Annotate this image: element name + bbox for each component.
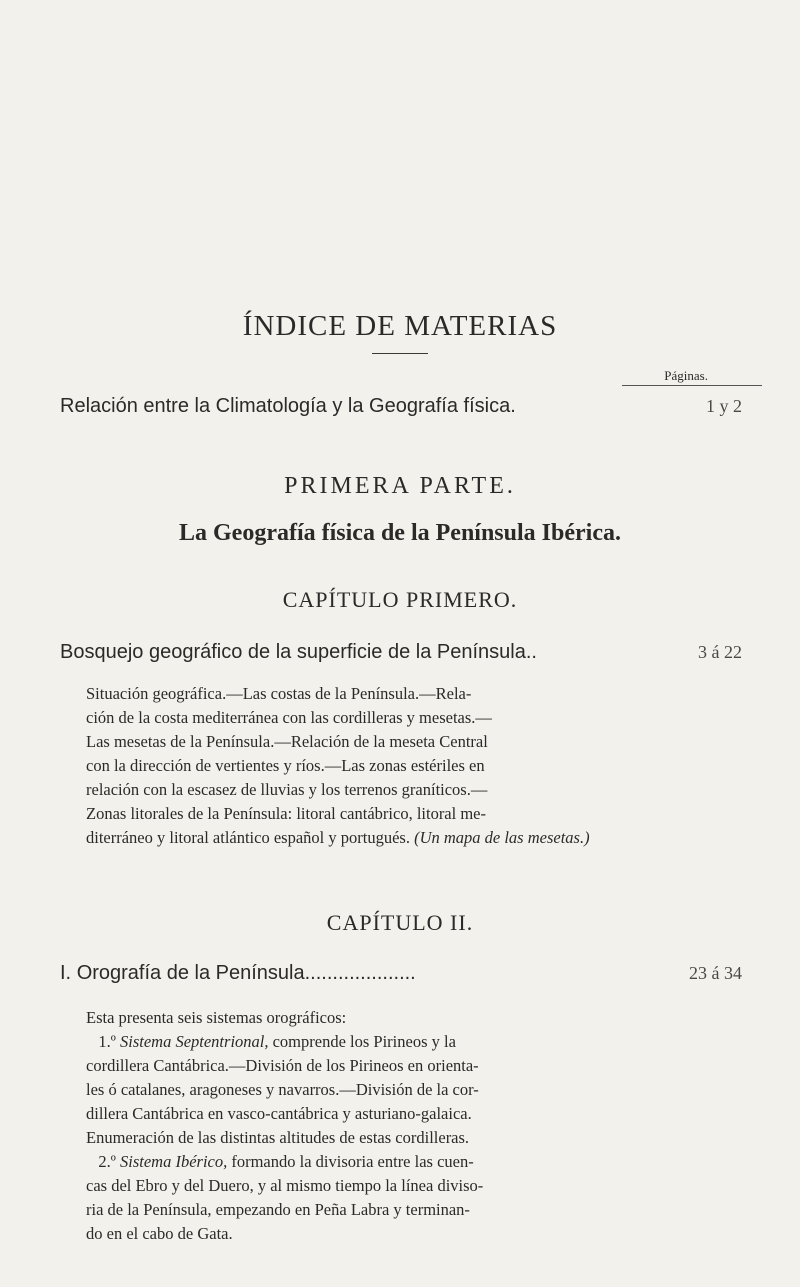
- part-title: PRIMERA PARTE.: [284, 473, 516, 499]
- summary-line: Las mesetas de la Península.—Relación de la meseta Central: [86, 732, 488, 751]
- summary-line: ción de la costa mediterránea con las cordilleras y mesetas.—: [86, 708, 492, 727]
- summary-line: cordillera Cantábrica.—División de los Pirineos en orienta-: [86, 1056, 479, 1075]
- summary-line: [86, 1150, 742, 1174]
- chapter2-summary: [86, 1006, 742, 1246]
- toc-entry-pages: 3 á 22: [698, 642, 742, 662]
- chapter1-summary: [86, 682, 742, 850]
- page-title: ÍNDICE DE MATERIAS: [242, 310, 558, 342]
- toc-entry-intro: [60, 395, 742, 418]
- toc-entry-pages: 23 á 34: [689, 963, 742, 983]
- summary-line: cas del Ebro y del Duero, y al mismo tiempo la línea diviso-: [86, 1176, 484, 1195]
- title-rule: [372, 353, 428, 354]
- pages-column-rule: [622, 385, 762, 386]
- entry-number: I.: [60, 962, 72, 984]
- summary-line: ria de la Península, empezando en Peña Labra y terminan-: [86, 1200, 470, 1219]
- summary-line: Zonas litorales de la Península: litoral cantábrico, litoral me-: [86, 804, 486, 823]
- summary-intro: Esta presenta seis sistemas orográficos:: [86, 1008, 347, 1027]
- summary-text: diterráneo y litoral atlántico español y portugués.: [86, 828, 410, 847]
- toc-entry-text: [60, 962, 416, 985]
- summary-text: formando la divisoria entre las cuen-: [227, 1152, 474, 1171]
- toc-entry-pages: 1 y 2: [706, 396, 742, 416]
- entry-title: Orografía de la Península: [76, 962, 305, 984]
- summary-line: Situación geográfica.—Las costas de la Península.—Rela-: [86, 684, 472, 703]
- pages-column-label: Páginas.: [664, 368, 708, 383]
- summary-text: comprende los Pirineos y la: [268, 1032, 456, 1051]
- chapter-title-2: CAPÍTULO II.: [326, 910, 474, 935]
- summary-line: dillera Cantábrica en vasco-cantábrica y asturiano-galaica.: [86, 1104, 472, 1123]
- item-number: 2.º: [98, 1152, 116, 1171]
- part-subtitle: La Geografía física de la Península Ibérica.: [179, 520, 621, 546]
- summary-line: [86, 826, 742, 850]
- chapter-title-1: CAPÍTULO PRIMERO.: [282, 587, 518, 612]
- toc-entry-text: Bosquejo geográfico de la superficie de la Península..: [60, 641, 537, 663]
- dot-leader: ....................: [304, 962, 416, 984]
- summary-line: con la dirección de vertientes y ríos.—Las zonas estériles en: [86, 756, 485, 775]
- summary-line: [86, 1030, 742, 1054]
- summary-line: relación con la escasez de lluvias y los terrenos graníticos.—: [86, 780, 488, 799]
- toc-entry-chapter2: [60, 962, 742, 985]
- item-number: 1.º: [98, 1032, 116, 1051]
- item-title: Sistema Septentrional,: [120, 1032, 269, 1051]
- item-title: Sistema Ibérico,: [120, 1152, 228, 1171]
- summary-italic-note: (Un mapa de las mesetas.): [414, 828, 590, 847]
- summary-line: les ó catalanes, aragoneses y navarros.—División de la cor-: [86, 1080, 479, 1099]
- toc-entry-text: Relación entre la Climatología y la Geografía física.: [60, 395, 516, 417]
- summary-line: do en el cabo de Gata.: [86, 1224, 233, 1243]
- toc-entry-chapter1: [60, 641, 742, 664]
- summary-line: Enumeración de las distintas altitudes de estas cordilleras.: [86, 1128, 470, 1147]
